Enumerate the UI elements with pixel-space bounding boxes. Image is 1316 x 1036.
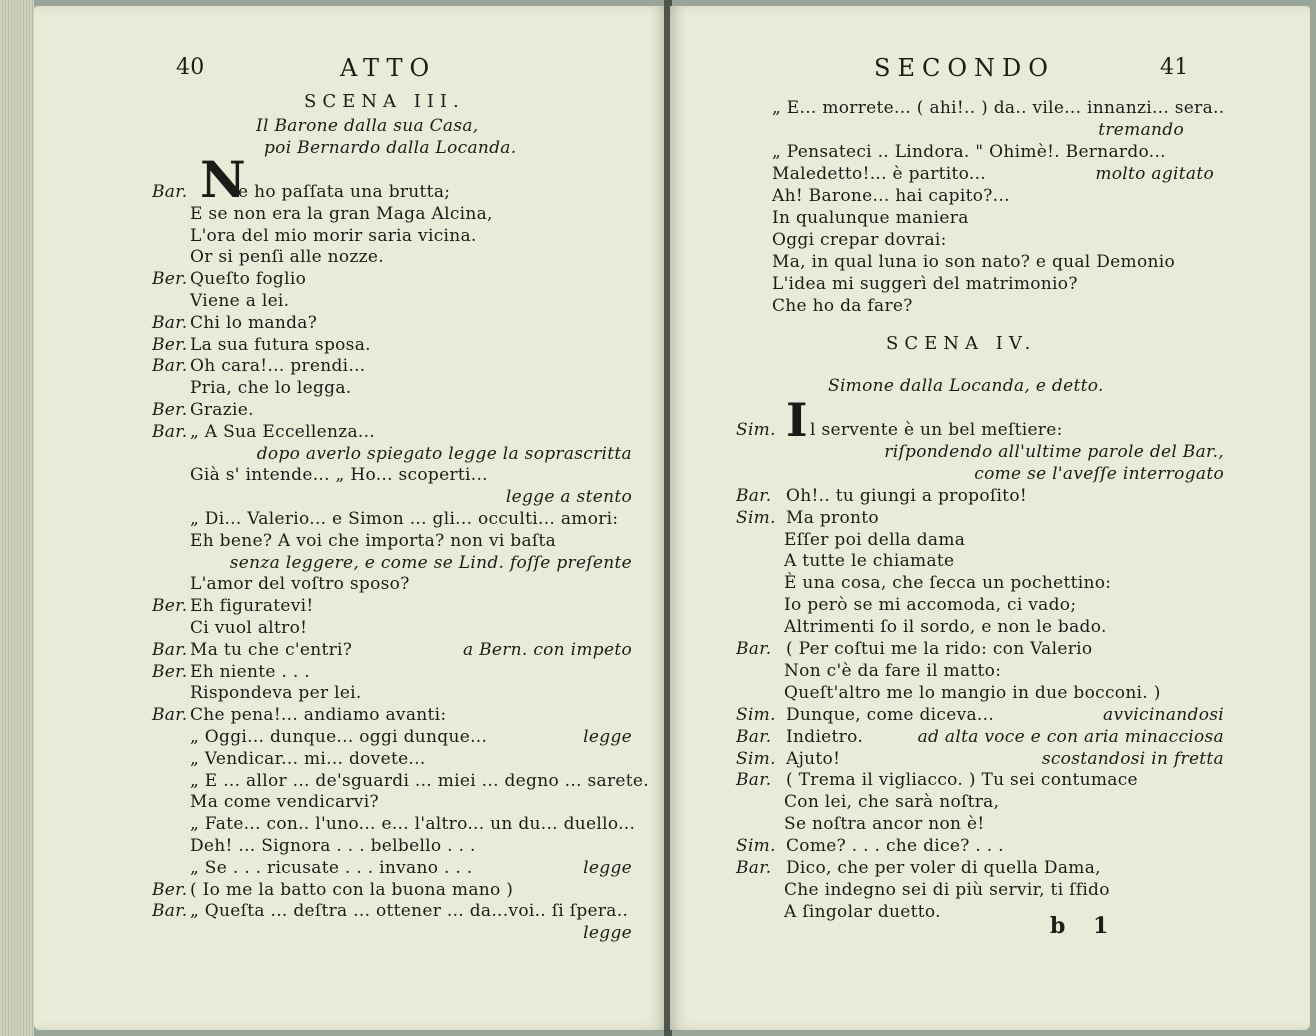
stage-direction: legge — [583, 727, 632, 747]
verse-line: Oh!.. tu giungi a propoſito! — [786, 485, 1027, 506]
stage-direction: ad alta voce e con aria minacciosa — [917, 726, 1224, 747]
verse-line: Che pena!... andiamo avanti: — [190, 705, 447, 726]
verse-line: A ſingolar duetto. — [784, 901, 941, 922]
stage-direction: dopo averlo spiegato legge la soprascritta — [256, 443, 632, 464]
verse-line: Pria, che lo legga. — [190, 378, 352, 399]
verse-line: Ma pronto — [786, 507, 879, 528]
drop-cap-right: I — [786, 393, 808, 447]
verse-line: e ho paſſata una brutta; — [238, 182, 451, 202]
verse-line: Chi lo manda? — [190, 312, 318, 333]
speaker-label: Bar. — [152, 182, 188, 202]
verse-line: „ Pensateci .. Lindora. " Ohimè!. Bernardo... — [772, 142, 1166, 162]
verse-line: L'amor del voſtro sposo? — [190, 574, 410, 595]
verse-line: Eſſer poi della dama — [784, 529, 966, 550]
speaker-label: Ber. — [152, 879, 188, 900]
verse-line: Eh figuratevi! — [190, 596, 314, 617]
right-page — [670, 6, 1310, 1030]
speaker-label: Bar. — [152, 901, 188, 922]
page-edges — [0, 0, 34, 1036]
verse-line: Oggi crepar dovrai: — [772, 230, 947, 250]
verse-line: Non c'è da fare il matto: — [784, 660, 1002, 681]
stage-direction: legge — [583, 857, 632, 878]
speaker-label: Bar. — [152, 639, 188, 660]
verse-line: Altrimenti ſo il sordo, e non le bado. — [784, 617, 1107, 638]
verse-line: Ajuto! — [786, 748, 841, 769]
stage-direction: scostandosi in fretta — [1041, 748, 1224, 769]
verse-line: Grazie. — [190, 400, 254, 420]
scene-title-right: SCENA IV. — [886, 333, 1037, 354]
speaker-label: Ber. — [152, 661, 188, 682]
verse-line: „ Di... Valerio... e Simon ... gli... occulti... amori: — [190, 509, 619, 529]
running-head-left: ATTO — [340, 54, 437, 82]
verse-line: Con lei, che sarà noſtra, — [784, 792, 1000, 813]
verse-line: E se non era la gran Maga Alcina, — [190, 203, 493, 224]
page-number-left: 40 — [176, 55, 205, 80]
verse-line: L'idea mi suggerì del matrimonio? — [772, 274, 1078, 294]
verse-line: Deh! ... Signora . . . belbello . . . — [190, 836, 476, 856]
verse-line: „ Se . . . ricusate . . . invano . . . — [190, 857, 473, 878]
verse-line: Io però se mi accomoda, ci vado; — [784, 595, 1077, 616]
scene-desc-left-1: Il Barone dalla sua Casa, — [256, 116, 479, 136]
verse-line: Dico, che per voler di quella Dama, — [786, 858, 1101, 878]
verse-line: „ Queſta ... deſtra ... ottener ... da...voi.. ſi ſpera.. — [190, 901, 629, 922]
speaker-label: Sim. — [736, 507, 776, 528]
verse-line: Queſt'altro me lo mangio in due bocconi. ) — [784, 682, 1161, 703]
verse-line: l servente è un bel meſtiere: — [810, 420, 1063, 440]
verse-line: Ma, in qual luna io son nato? e qual Demonio — [772, 252, 1176, 272]
drop-cap-left: N — [200, 150, 246, 209]
verse-line: Viene a lei. — [190, 291, 290, 311]
verse-line: Indietro. — [786, 726, 864, 747]
speaker-label: Ber. — [152, 596, 188, 617]
verse-line: Eh niente . . . — [190, 661, 310, 682]
stage-direction: riſpondendo all'ultime parole del Bar., — [884, 441, 1224, 462]
scene-desc-left-2: poi Bernardo dalla Locanda. — [264, 138, 517, 158]
speaker-label: Bar. — [736, 770, 772, 791]
speaker-label: Bar. — [152, 421, 188, 442]
speaker-label: Bar. — [736, 726, 772, 747]
verse-line: Rispondeva per lei. — [190, 683, 362, 704]
verse-line: Ma come vendicarvi? — [190, 792, 379, 813]
verse-line: Maledetto!... è partito... — [772, 164, 986, 184]
verse-line: „ E ... allor ... de'sguardi ... miei ... degno ... sarete. — [190, 770, 649, 791]
speaker-label: Sim. — [736, 704, 776, 725]
verse-line: In qualunque maniera — [772, 208, 969, 228]
speaker-label: Sim. — [736, 836, 776, 857]
verse-line: Che ho da fare? — [772, 296, 913, 316]
stage-direction: molto agitato — [1095, 164, 1214, 184]
verse-line: Queſto foglio — [190, 269, 307, 290]
verse-line: „ E... morrete... ( ahi!.. ) da.. vile... innanzi... sera.. — [772, 98, 1225, 118]
speaker-label: Bar. — [152, 705, 188, 726]
speaker-label: Ber. — [152, 334, 188, 355]
verse-line: Dunque, come diceva... — [786, 704, 995, 725]
verse-line: ( Trema il vigliacco. ) Tu sei contumace — [786, 770, 1138, 791]
stage-direction: senza leggere, e come se Lind. foſſe preſente — [229, 552, 632, 573]
speaker-label: Bar. — [152, 356, 188, 377]
verse-line: Ma tu che c'entri? — [190, 639, 353, 660]
verse-line: Come? . . . che dice? . . . — [786, 836, 1004, 857]
signature-mark: b 1 — [1050, 913, 1119, 939]
stage-direction: a Bern. con impeto — [462, 639, 632, 660]
left-page — [34, 6, 666, 1030]
verse-line: Ah! Barone... hai capito?... — [772, 186, 1010, 206]
speaker-label: Bar. — [736, 858, 772, 878]
verse-line: „ Fate... con.. l'uno... e... l'altro... un du... duello... — [190, 814, 636, 835]
stage-direction: legge — [583, 923, 632, 944]
verse-line: La sua futura sposa. — [190, 334, 371, 355]
verse-line: Già s' intende... „ Ho... scoperti... — [190, 465, 488, 486]
verse-line: A tutte le chiamate — [784, 551, 955, 572]
verse-line: Eh bene? A voi che importa? non vi baſta — [190, 530, 557, 551]
verse-line: Oh cara!... prendi... — [190, 356, 366, 377]
verse-line: „ Oggi... dunque... oggi dunque... — [190, 727, 488, 747]
verse-line: „ A Sua Eccellenza... — [190, 421, 376, 442]
verse-line: Che indegno sei di più servir, ti ſfido — [784, 879, 1110, 900]
page-number-right: 41 — [1160, 55, 1189, 80]
verse-line: Ci vuol altro! — [190, 618, 308, 638]
speaker-label: Ber. — [152, 400, 188, 420]
speaker-label: Sim. — [736, 420, 776, 440]
verse-line: Or si penſi alle nozze. — [190, 247, 384, 268]
scene-title-left: SCENA III. — [304, 91, 465, 112]
scene-desc-right: Simone dalla Locanda, e detto. — [828, 376, 1104, 396]
stage-direction: legge a stento — [505, 487, 632, 508]
running-head-right: SECONDO — [874, 54, 1055, 82]
speaker-label: Bar. — [152, 312, 188, 333]
verse-line: „ Vendicar... mi... dovete... — [190, 748, 426, 769]
stage-direction: come se l'aveſſe interrogato — [974, 463, 1224, 484]
stage-direction: tremando — [1098, 120, 1184, 140]
verse-line: Se noſtra ancor non è! — [784, 814, 985, 835]
speaker-label: Bar. — [736, 485, 772, 506]
stage-direction: avvicinandosi — [1103, 704, 1224, 725]
speaker-label: Sim. — [736, 748, 776, 769]
verse-line: ( Io me la batto con la buona mano ) — [190, 879, 514, 900]
verse-line: È una cosa, che ſecca un pochettino: — [784, 573, 1112, 594]
speaker-label: Ber. — [152, 269, 188, 290]
verse-line: ( Per coſtui me la rido: con Valerio — [786, 639, 1093, 659]
verse-line: L'ora del mio morir saria vicina. — [190, 225, 477, 246]
speaker-label: Bar. — [736, 639, 772, 659]
